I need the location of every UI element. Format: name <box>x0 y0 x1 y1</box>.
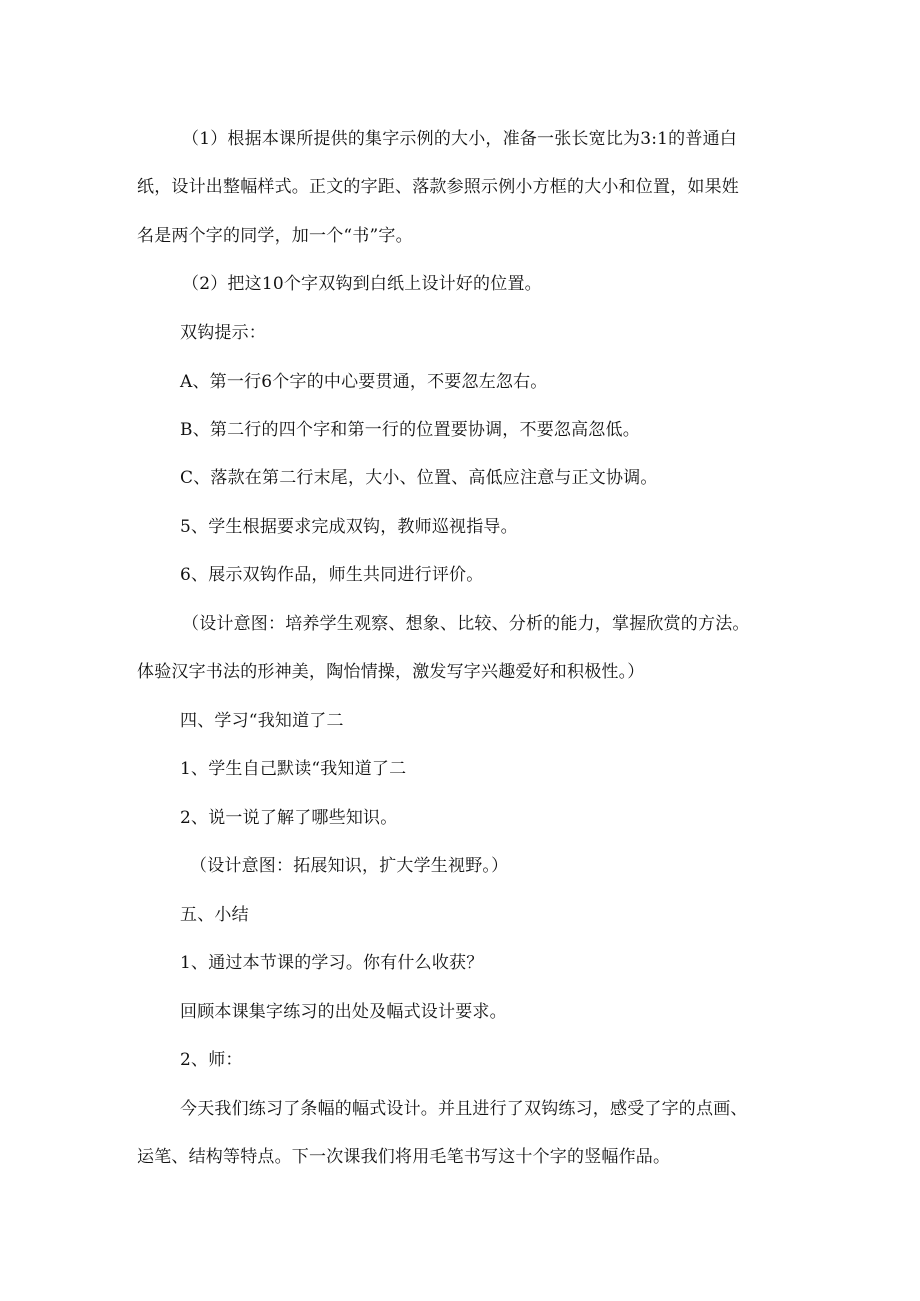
paragraph-line: A、第一行6个字的中心要贯通，不要忽左忽右。 <box>180 372 548 392</box>
paragraph-line: 纸，设计出整幅样式。正文的字距、落款参照示例小方框的大小和位置，如果姓 <box>137 177 739 197</box>
paragraph-line: 体验汉字书法的形神美，陶怡情操，激发写字兴趣爱好和积极性。） <box>137 662 645 682</box>
paragraph-line: 5、学生根据要求完成双钩，教师巡视指导。 <box>180 517 518 537</box>
paragraph-line: （1）根据本课所提供的集字示例的大小，准备一张长宽比为3:1的普通白 <box>182 129 737 149</box>
paragraph-line: 名是两个字的同学，加一个“书”字。 <box>137 226 413 246</box>
paragraph-line: （2）把这10个字双钩到白纸上设计好的位置。 <box>182 274 542 294</box>
section-heading: 五、小结 <box>180 905 249 925</box>
paragraph-line: 2、师： <box>180 1050 243 1070</box>
paragraph-line: 1、学生自己默读“我知道了二 <box>180 759 407 779</box>
paragraph-line: 回顾本课集字练习的出处及幅式设计要求。 <box>180 1002 507 1022</box>
paragraph-line: 运笔、结构等特点。下一次课我们将用毛笔书写这十个字的竖幅作品。 <box>137 1147 671 1167</box>
paragraph-line: C、落款在第二行末尾，大小、位置、高低应注意与正文协调。 <box>180 468 658 488</box>
paragraph-line: B、第二行的四个字和第一行的位置要协调，不要忽高忽低。 <box>180 420 640 440</box>
paragraph-line: 2、说一说了解了哪些知识。 <box>180 808 398 828</box>
paragraph-line: 双钩提示： <box>180 323 266 343</box>
paragraph-line: 6、展示双钩作品，师生共同进行评价。 <box>180 565 484 585</box>
paragraph-line: （设计意图：培养学生观察、想象、比较、分析的能力，掌握欣赏的方法。 <box>182 614 750 634</box>
paragraph-line: 今天我们练习了条幅的幅式设计。并且进行了双钩练习，感受了字的点画、 <box>180 1099 748 1119</box>
paragraph-line: 1、通过本节课的学习。你有什么收获？ <box>180 953 484 973</box>
section-heading: 四、学习“我知道了二 <box>180 711 344 731</box>
paragraph-line: （设计意图：拓展知识，扩大学生视野。） <box>190 856 509 876</box>
